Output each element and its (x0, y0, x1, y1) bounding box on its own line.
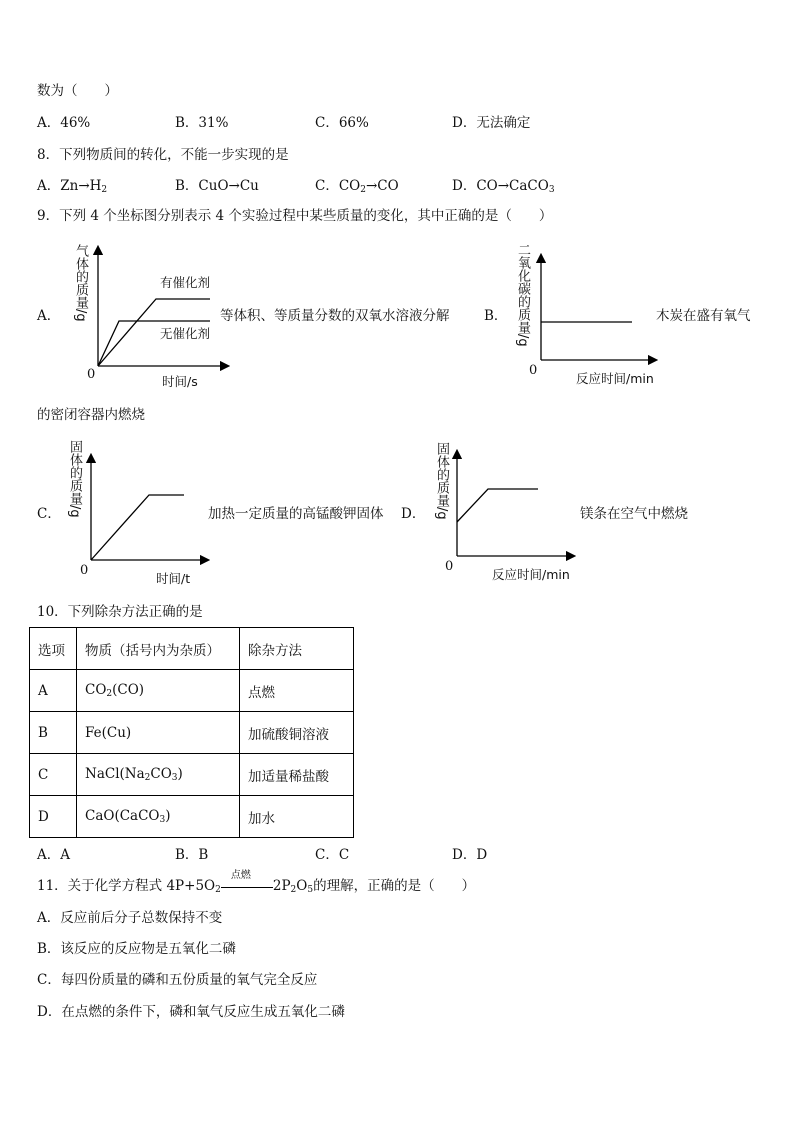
row-method: 加硫酸铜溶液 (240, 712, 354, 754)
q9-d-letter: D． (401, 506, 426, 522)
q9-b-desc1: 木炭在盛有氧气 (656, 308, 751, 324)
q7-option-c: C．66% (315, 115, 369, 131)
row-substance: Fe(Cu) (77, 712, 240, 754)
q11-option-a: A．反应前后分子总数保持不变 (37, 910, 223, 926)
table-row (30, 670, 354, 712)
q11-option-d: D．在点燃的条件下，磷和氧气反应生成五氧化二磷 (37, 1004, 345, 1020)
q10-table (29, 627, 354, 838)
row-option: C (30, 754, 77, 796)
q9-d-origin: 0 (445, 559, 454, 574)
q9-d-ylabel: 固体的质量/g (434, 442, 449, 520)
q9-b-xlabel: 反应时间/min (576, 371, 654, 386)
row-substance: $NaCl(Na_2CO_3)$ (77, 754, 240, 796)
table-row (30, 796, 354, 838)
q10-option-b: B．B (175, 847, 209, 863)
q9-c-letter: C． (37, 506, 61, 522)
q9-a-desc: 等体积、等质量分数的双氧水溶液分解 (220, 308, 450, 324)
header-method: 除杂方法 (240, 628, 354, 670)
q8-option-a: A．$Zn\to H_2$ (37, 178, 108, 195)
q9-d-xlabel: 反应时间/min (492, 567, 570, 582)
q9-a-origin: 0 (87, 367, 96, 382)
q9-b-origin: 0 (529, 363, 538, 378)
q9-b-ylabel: 二氧化碳的质量/g (515, 243, 530, 347)
q9-stem: 9．下列 4 个坐标图分别表示 4 个实验过程中某些质量的变化，其中正确的是（ ） (37, 208, 553, 224)
header-substance: 物质（括号内为杂质） (77, 628, 240, 670)
q11-reaction-arrow (221, 869, 273, 894)
q11-option-c: C．每四份质量的磷和五份质量的氧气完全反应 (37, 972, 318, 988)
q9-d-graph (446, 446, 576, 566)
q11-option-b: B．该反应的反应物是五氧化二磷 (37, 941, 236, 957)
q8-option-b: B．CuO→Cu (175, 178, 259, 194)
q10-option-c: C．C (315, 847, 350, 863)
q9-a-xlabel: 时间/s (162, 374, 198, 389)
row-option: A (30, 670, 77, 712)
q9-c-origin: 0 (80, 563, 89, 578)
q10-option-a: A．A (37, 847, 70, 863)
q9-d-desc: 镁条在空气中燃烧 (580, 506, 688, 522)
row-method: 加适量稀盐酸 (240, 754, 354, 796)
q8-stem: 8．下列物质间的转化，不能一步实现的是 (37, 147, 289, 163)
header-option: 选项 (30, 628, 77, 670)
q11-stem: 11．关于化学方程式 $4P+5O_2$ 点燃 $2P_2O_5$的理解，正确的是（ ） (37, 869, 476, 895)
q8-option-d: D．CO→CaCO$_3$ (452, 178, 555, 195)
q9-a-curve2-label: 无催化剂 (160, 326, 211, 341)
q9-a-letter: A． (37, 308, 61, 324)
q11-condition: 点燃 (230, 869, 251, 881)
q7-option-b: B．31% (175, 115, 229, 131)
table-row (30, 754, 354, 796)
q9-a-ylabel: 气体的质量/g (73, 244, 88, 322)
row-substance: CaO(CaCO$_3$) (77, 796, 240, 838)
row-method: 点燃 (240, 670, 354, 712)
q9-b-letter: B． (484, 308, 508, 324)
q9-c-ylabel: 固体的质量/g (67, 440, 82, 518)
table-row (30, 712, 354, 754)
q9-c-desc: 加热一定质量的高锰酸钾固体 (208, 506, 384, 522)
q7-stem-tail: 数为（ ） (37, 83, 118, 99)
row-substance: $CO_2(CO)$ (77, 670, 240, 712)
q10-stem: 10．下列除杂方法正确的是 (37, 604, 203, 620)
q9-b-desc2: 的密闭容器内燃烧 (37, 407, 145, 423)
row-method: 加水 (240, 796, 354, 838)
q9-c-graph (80, 450, 210, 570)
q9-a-graph (80, 240, 230, 390)
q7-option-a: A．46% (37, 115, 91, 131)
row-option: B (30, 712, 77, 754)
curve (457, 489, 538, 522)
q10-option-d: D．D (452, 847, 488, 863)
q8-option-c: C．$CO_2\to CO$ (315, 178, 399, 195)
curve (91, 495, 184, 560)
q7-option-d: D．无法确定 (452, 115, 531, 131)
q9-b-graph (528, 250, 658, 370)
table-header-row (30, 628, 354, 670)
q9-a-curve1-label: 有催化剂 (160, 275, 211, 290)
q9-c-xlabel: 时间/t (156, 571, 191, 586)
row-option: D (30, 796, 77, 838)
